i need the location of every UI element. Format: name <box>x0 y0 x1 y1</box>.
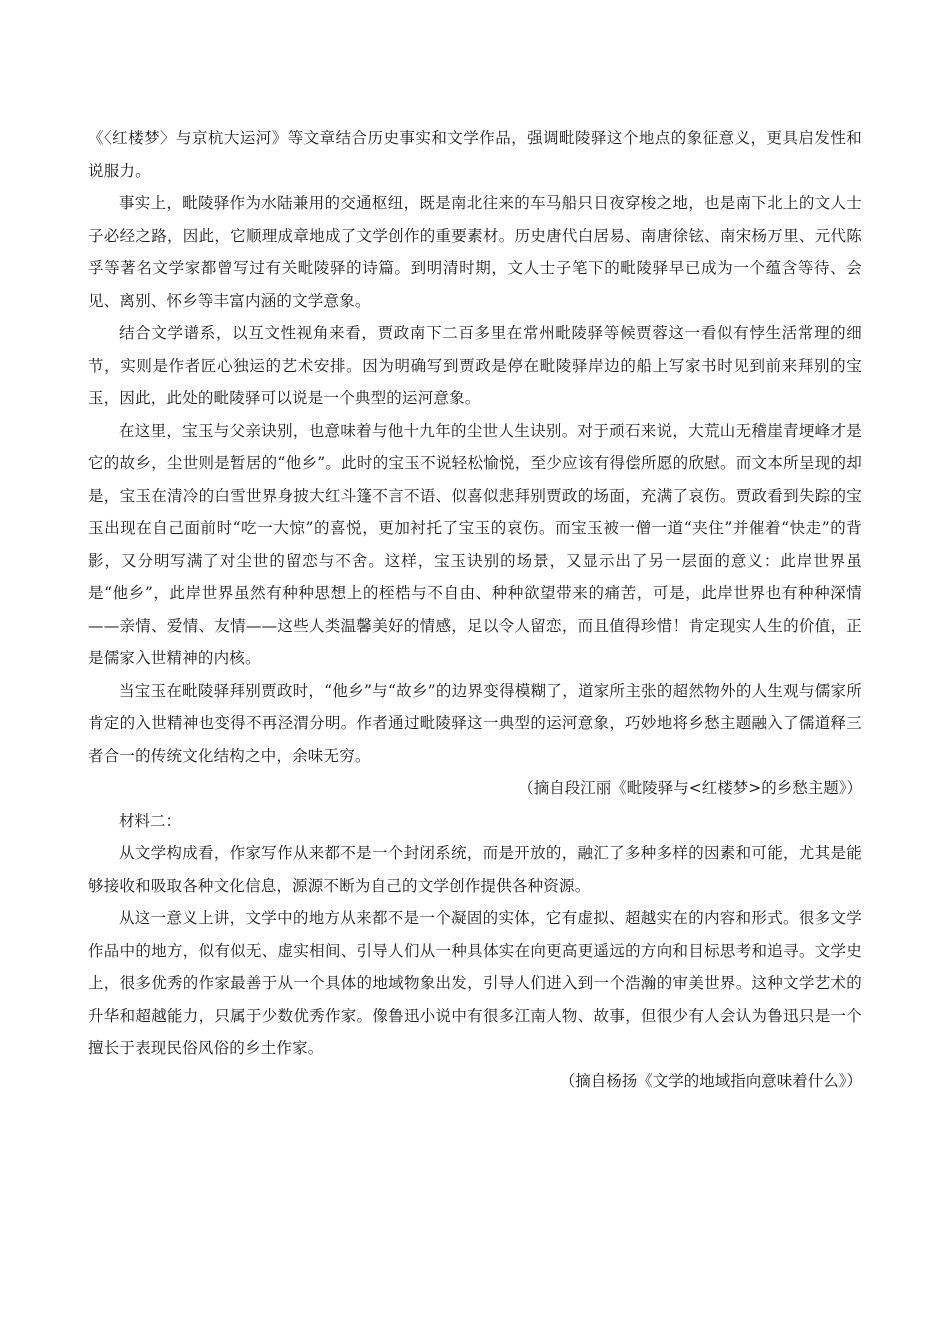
material-2-label: 材料二： <box>119 811 182 830</box>
paragraph-farewell-scene: 在这里，宝玉与父亲诀别，也意味着与他十九年的尘世人生诀别。对于顽石来说，大荒山无稽崖青埂峰才是它的故乡，尘世则是暂居的“他乡”。此时的宝玉不说轻松愉悦，至少应该有得偿所愿的欣慰。而文本所呈现的却是，宝玉在清冷的白雪世界身披大红斗篷不言不语、似喜似悲拜别贾政的场面，充满了哀伤。贾政看到失踪的宝玉出现在自己面前时“吃一大惊”的喜悦，更加衬托了宝玉的哀伤。而宝玉被一僧一道“夹住”并催着“快走”的背影，又分明写满了对尘世的留恋与不舍。这样，宝玉诀别的场景，又显示出了另一层面的意义：此岸世界虽是“他乡”，此岸世界虽然有种种思想上的桎梏与不自由、种种欲望带来的痛苦，可是，此岸世界也有种种深情——亲情、爱情、友情——这些人类温馨美好的情感，足以令人留恋，而且值得珍惜！肯定现实人生的价值，正是儒家入世精神的内核。 <box>88 421 862 667</box>
paragraph-literary-composition: 从文学构成看，作家写作从来都不是一个封闭系统，而是开放的，融汇了多种多样的因素和可能，尤其是能够接收和吸取各种文化信息，源源不断为自己的文学创作提供各种资源。 <box>88 844 862 895</box>
paragraph-piling-station-hub: 事实上，毗陵驿作为水陆兼用的交通枢纽，既是南北往来的车马船只日夜穿梭之地，也是南下北上的文人士子必经之路，因此，它顺理成章地成了文学创作的重要素材。历史唐代白居易、南唐徐铉、南宋杨万里、元代陈孚等著名文学家都曾写过有关毗陵驿的诗篇。到明清时期，文人士子笔下的毗陵驿早已成为一个蕴含等待、会见、离别、怀乡等丰富内涵的文学意象。 <box>88 194 862 310</box>
paragraph-intro: 《〈红楼梦〉与京杭大运河》等文章结合历史事实和文学作品，强调毗陵驿这个地点的象征意义，更具启发性和说服力。 <box>88 129 862 180</box>
source-citation-1: （摘自段江丽《毗陵驿与<红楼梦>的乡愁主题》） <box>518 779 862 797</box>
source-citation-2: （摘自杨扬《文学的地域指向意味着什么》） <box>559 1071 862 1090</box>
paragraph-intertextual-view: 结合文学谱系，以互文性视角来看，贾政南下二百多里在常州毗陵驿等候贾蓉这一看似有悖生活常理的细节，实则是作者匠心独运的艺术安排。因为明确写到贾政是停在毗陵驿岸边的船上写家书时见到前来拜别的宝玉，因此，此处的毗陵驿可以说是一个典型的运河意象。 <box>88 324 862 407</box>
paragraph-place-in-literature: 从这一意义上讲，文学中的地方从来都不是一个凝固的实体，它有虚拟、超越实在的内容和形式。很多文学作品中的地方，似有似无、虚实相间、引导人们从一种具体实在向更高更遥远的方向和目标思考和追寻。文学史上，很多优秀的作家最善于从一个具体的地域物象出发，引导人们进入到一个浩瀚的审美世界。这种文学艺术的升华和超越能力，只属于少数优秀作家。像鲁迅小说中有很多江南人物、故事，但很少有人会认为鲁迅只是一个擅长于表现民俗风俗的乡土作家。 <box>88 909 862 1057</box>
document-page <box>88 122 862 1097</box>
paragraph-homesick-theme: 当宝玉在毗陵驿拜别贾政时，“他乡”与“故乡”的边界变得模糊了，道家所主张的超然物外的人生观与儒家所肯定的入世精神也变得不再泾渭分明。作者通过毗陵驿这一典型的运河意象，巧妙地将乡愁主题融入了儒道释三者合一的传统文化结构之中，余味无穷。 <box>88 681 862 765</box>
